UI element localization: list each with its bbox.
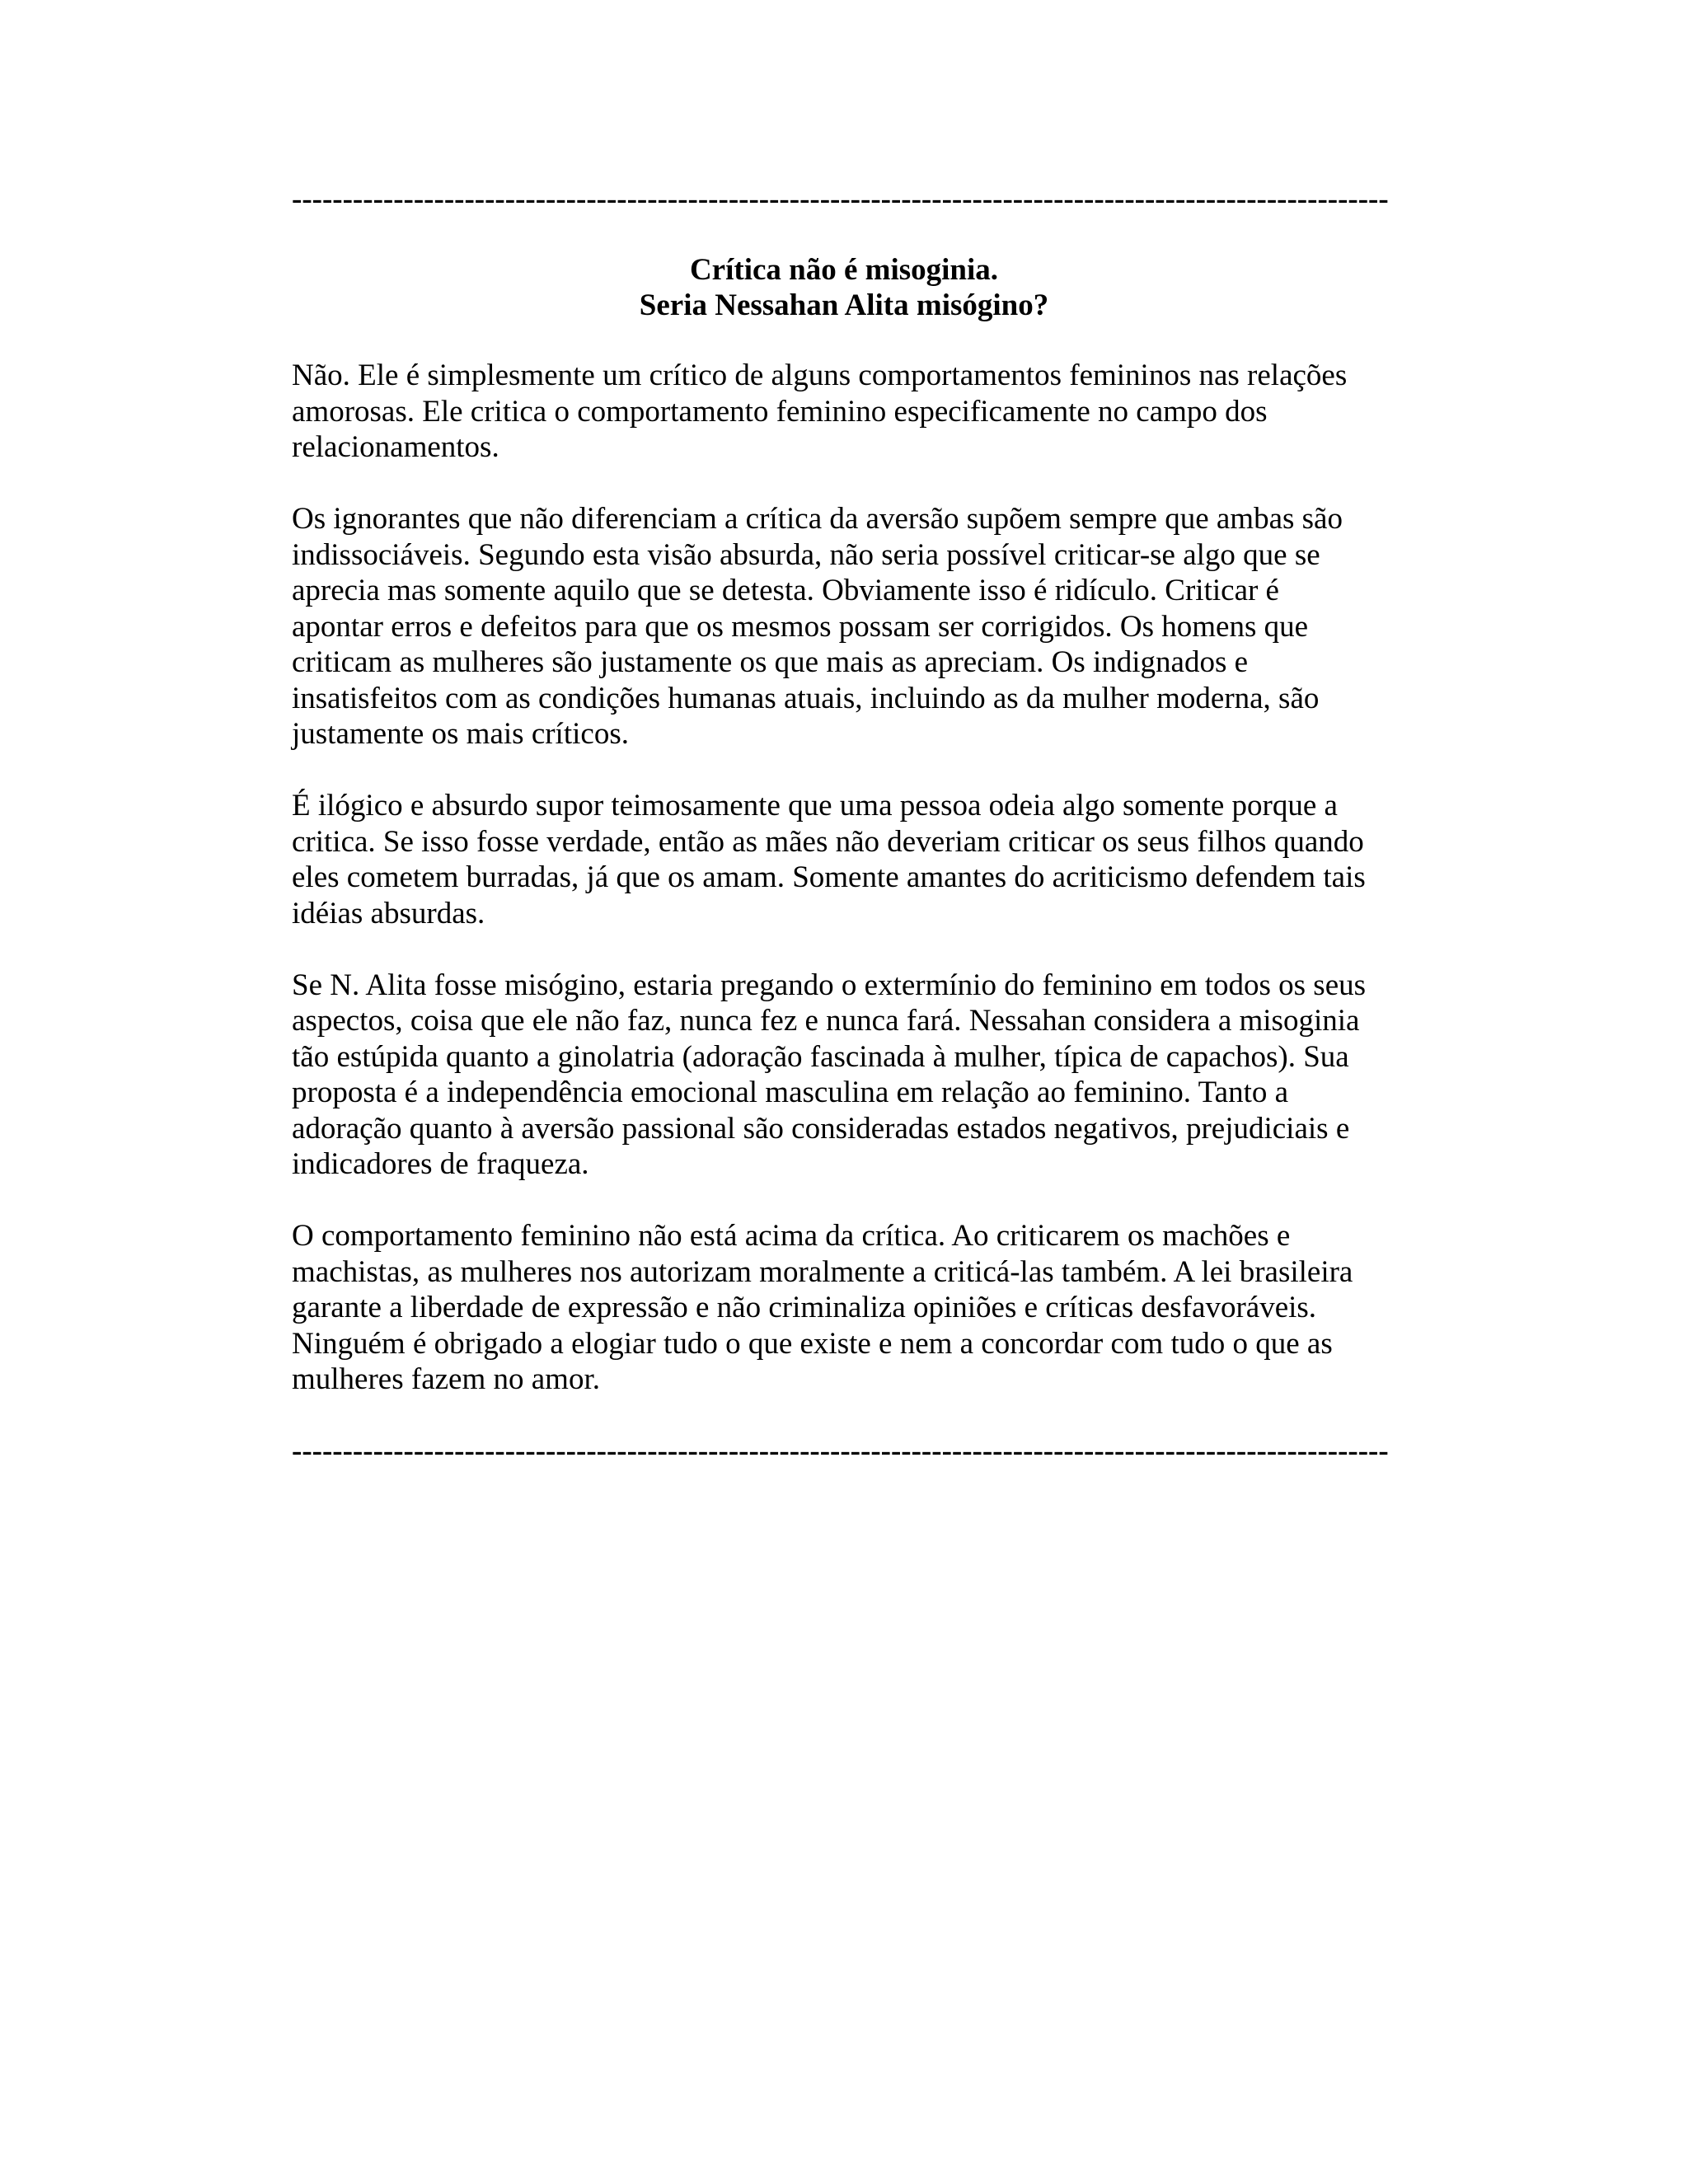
paragraph-line: tão estúpida quanto a ginolatria (adoração fascinada à mulher, típica de capachos). Sua (292, 1039, 1349, 1074)
document-title (292, 252, 1396, 323)
paragraph-4 (292, 968, 1396, 1183)
bottom-separator: ------------------------------------------------------------------------------------------------------------ (292, 1434, 1389, 1468)
paragraph-line: indicadores de fraqueza. (292, 1147, 589, 1181)
paragraph-line: O comportamento feminino não está acima da crítica. Ao criticarem os machões e (292, 1219, 1291, 1253)
paragraph-line: Ninguém é obrigado a elogiar tudo o que existe e nem a concordar com tudo o que as (292, 1326, 1333, 1361)
paragraph-line: proposta é a independência emocional masculina em relação ao feminino. Tanto a (292, 1076, 1289, 1109)
paragraph-line: adoração quanto à aversão passional são consideradas estados negativos, prejudiciais e (292, 1111, 1350, 1146)
paragraph-line: apontar erros e defeitos para que os mesmos possam ser corrigidos. Os homens que (292, 609, 1309, 644)
paragraph-line: mulheres fazem no amor. (292, 1362, 600, 1396)
paragraph-line: eles cometem burradas, já que os amam. Somente amantes do acriticismo defendem tais (292, 860, 1366, 894)
paragraph-line: critica. Se isso fosse verdade, então as mães não deveriam criticar os seus filhos quando (292, 824, 1364, 859)
paragraph-line: indissociáveis. Segundo esta visão absurda, não seria possível criticar-se algo que se (292, 537, 1320, 572)
paragraph-line: É ilógico e absurdo supor teimosamente que uma pessoa odeia algo somente porque a (292, 789, 1338, 823)
paragraph-1 (292, 358, 1396, 466)
paragraph-line: idéias absurdas. (292, 896, 485, 930)
paragraph-3 (292, 788, 1396, 931)
document-page (292, 181, 1396, 1469)
top-separator: ------------------------------------------------------------------------------------------------------------ (292, 182, 1389, 216)
paragraph-line: Se N. Alita fosse misógino, estaria pregando o extermínio do feminino em todos os seus (292, 968, 1367, 1002)
title-line-2: Seria Nessahan Alita misógino? (639, 288, 1049, 322)
paragraph-line: aspectos, coisa que ele não faz, nunca fez e nunca fará. Nessahan considera a misoginia (292, 1004, 1360, 1038)
paragraph-2 (292, 501, 1396, 752)
paragraph-line: criticam as mulheres são justamente os que mais as apreciam. Os indignados e (292, 645, 1249, 679)
paragraph-line: Não. Ele é simplesmente um crítico de alguns comportamentos femininos nas relações (292, 359, 1348, 392)
paragraph-line: relacionamentos. (292, 430, 499, 464)
paragraph-line: Os ignorantes que não diferenciam a crítica da aversão supõem sempre que ambas são (292, 502, 1343, 536)
paragraph-5 (292, 1218, 1396, 1398)
paragraph-line: justamente os mais críticos. (292, 717, 629, 751)
paragraph-line: amorosas. Ele critica o comportamento feminino especificamente no campo dos (292, 394, 1268, 429)
title-line-1: Crítica não é misoginia. (689, 253, 999, 287)
paragraph-line: insatisfeitos com as condições humanas atuais, incluindo as da mulher moderna, são (292, 681, 1320, 715)
paragraph-line: garante a liberdade de expressão e não criminaliza opiniões e críticas desfavoráveis. (292, 1291, 1317, 1324)
paragraph-line: machistas, as mulheres nos autorizam moralmente a criticá-las também. A lei brasileira (292, 1254, 1353, 1289)
paragraph-line: aprecia mas somente aquilo que se detesta. Obviamente isso é ridículo. Criticar é (292, 574, 1279, 607)
